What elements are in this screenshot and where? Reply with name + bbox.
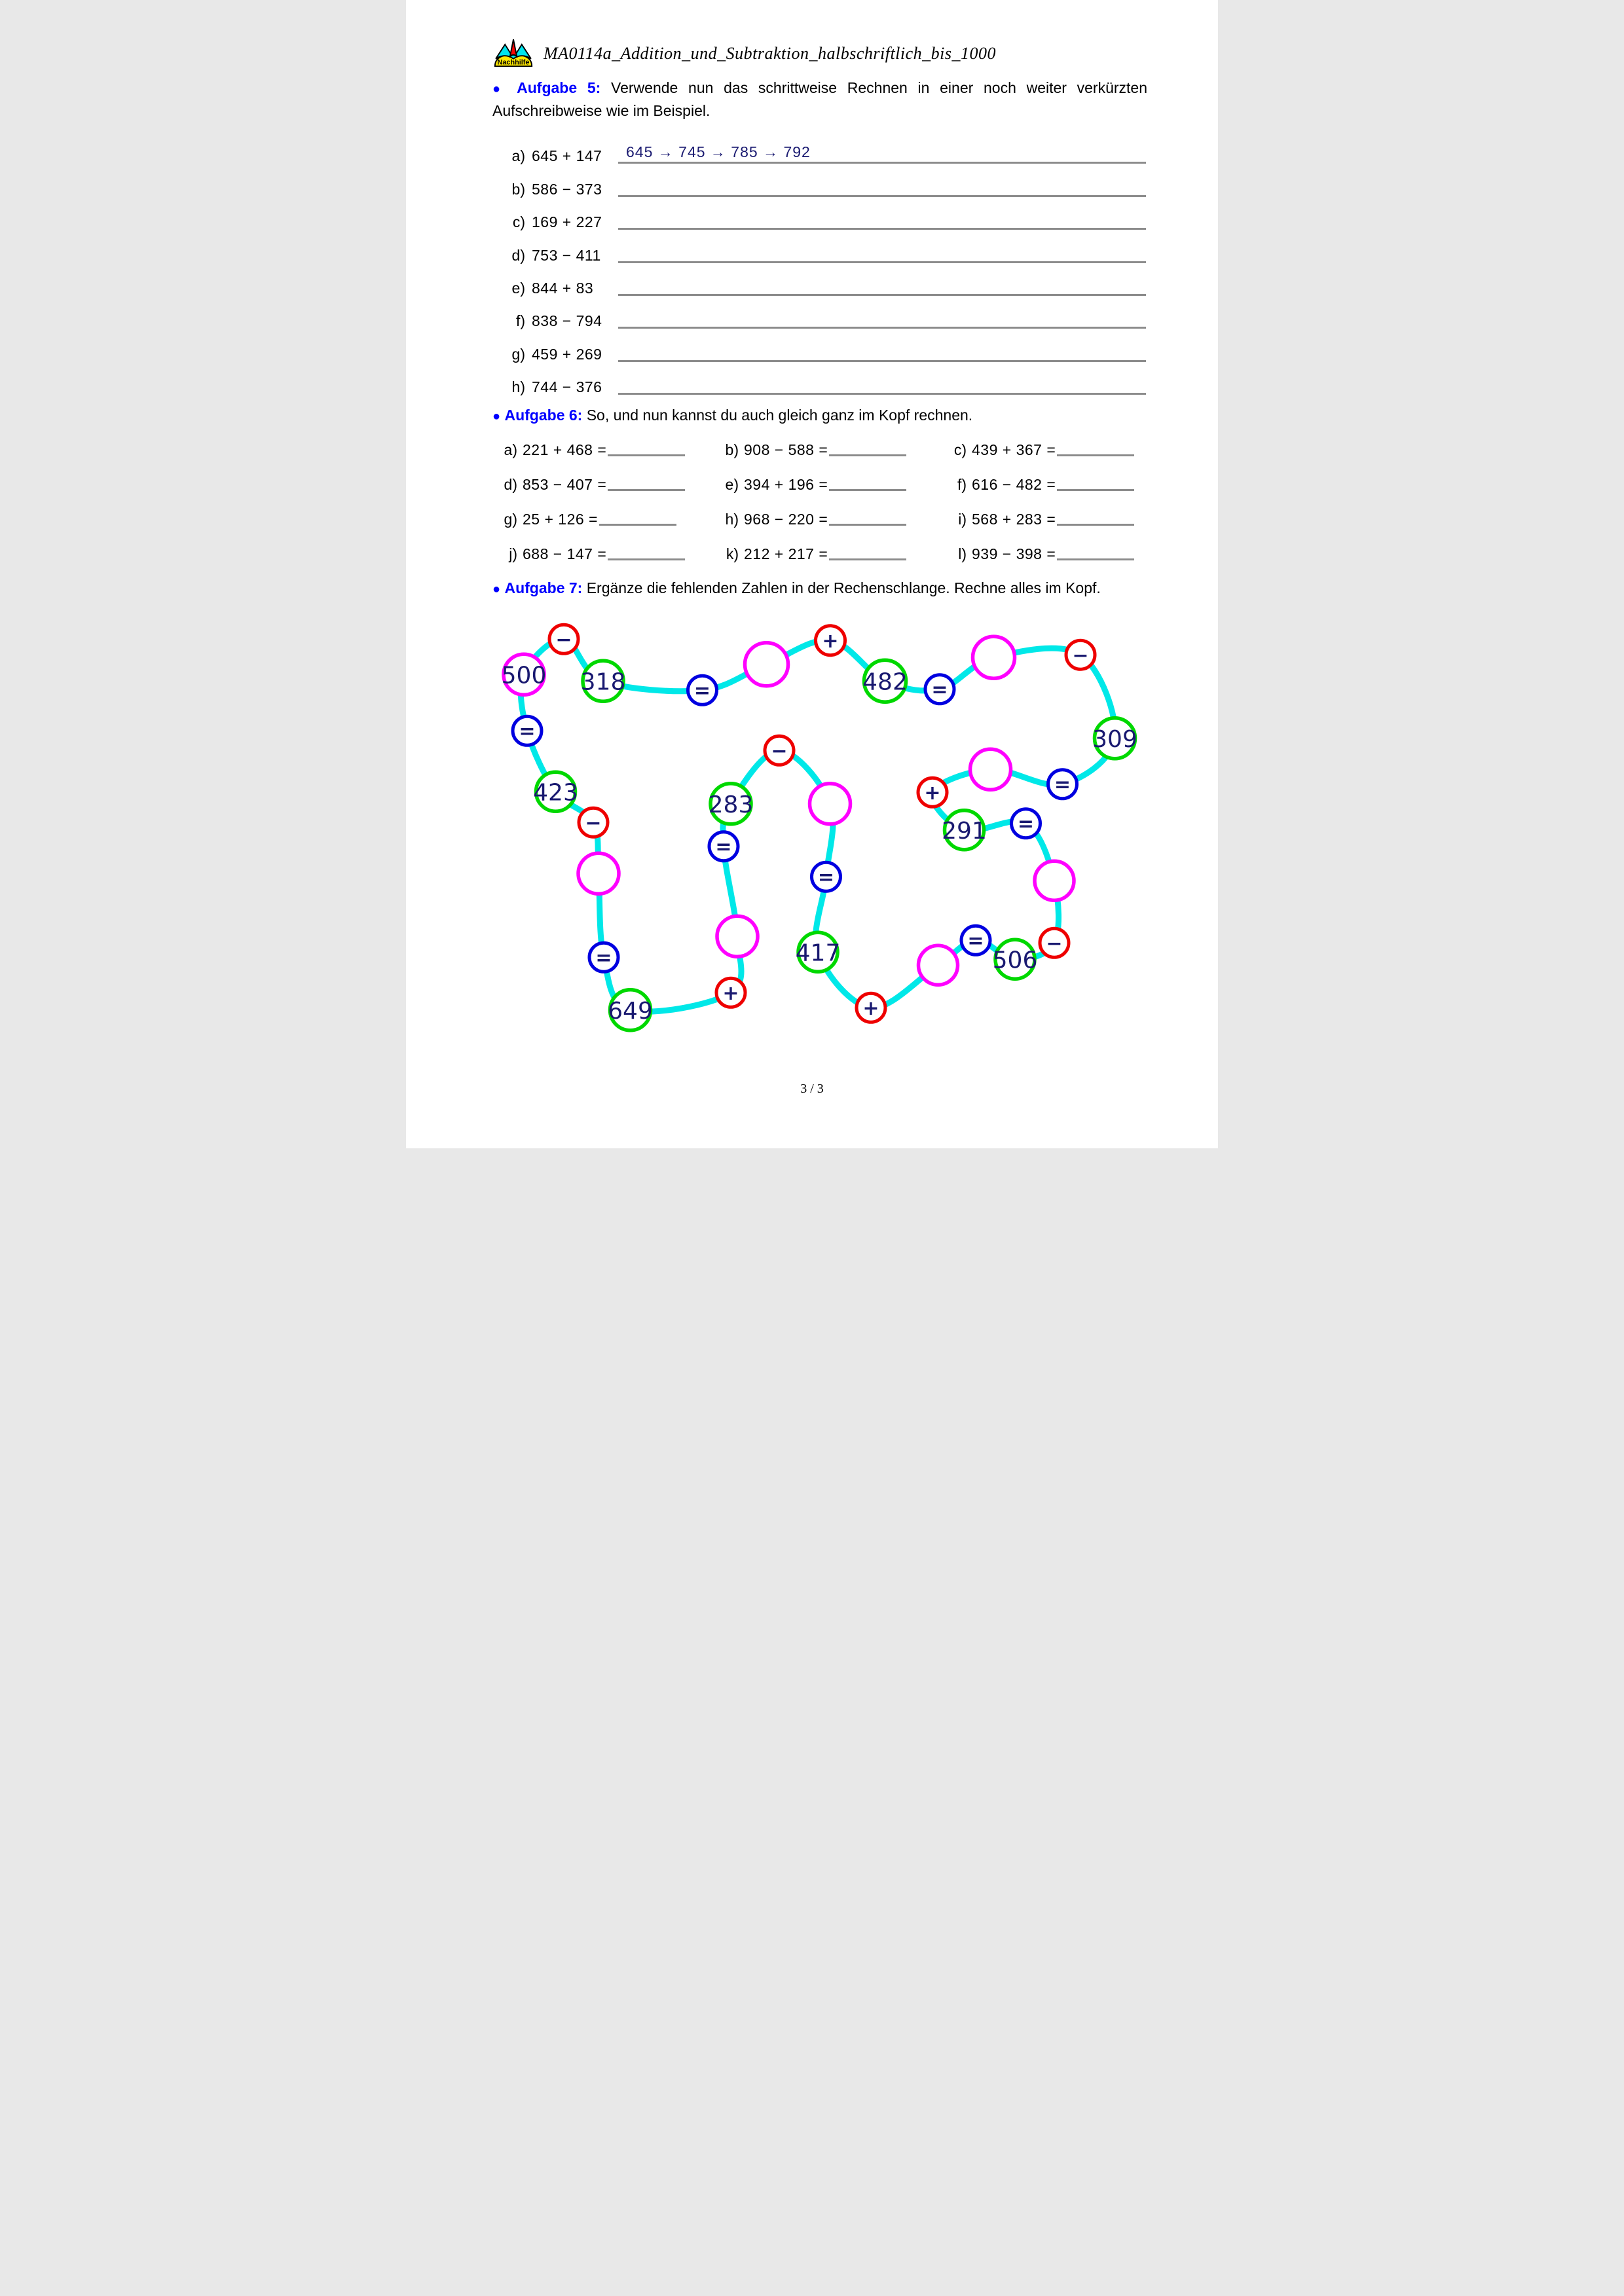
snake-node-label: + xyxy=(924,781,941,805)
snake-empty-circle[interactable] xyxy=(1035,861,1074,900)
item-expression: 394 + 196 = xyxy=(744,476,828,493)
item-id: a) xyxy=(504,441,517,458)
snake-node-label: 283 xyxy=(708,791,754,818)
item-expression: 688 − 147 = xyxy=(523,545,607,562)
item-expression: 586 − 373 xyxy=(532,180,602,198)
snake-node-label: = xyxy=(817,866,835,889)
rechenschlange-diagram xyxy=(406,0,1218,1148)
snake-empty-circle[interactable] xyxy=(578,853,619,894)
item-expression: 568 + 283 = xyxy=(972,511,1056,528)
bullet-icon: ● xyxy=(492,582,501,596)
snake-empty-circle[interactable] xyxy=(810,784,851,824)
snake-node-label: 506 xyxy=(992,947,1038,974)
item-id: f) xyxy=(515,312,525,330)
task7-label: Aufgabe 7: xyxy=(504,579,583,596)
snake-node-label: − xyxy=(1072,644,1089,667)
snake-node-label: 309 xyxy=(1092,725,1137,753)
snake-node-label: = xyxy=(519,720,536,743)
snake-node-label: 417 xyxy=(795,939,841,967)
task6-label: Aufgabe 6: xyxy=(504,407,583,424)
worksheet-page xyxy=(406,0,1218,1148)
item-id: a) xyxy=(511,147,525,165)
item-expression: 853 − 407 = xyxy=(523,476,607,493)
item-id: c) xyxy=(953,441,967,458)
snake-node-label: + xyxy=(822,629,839,653)
item-id: h) xyxy=(725,511,739,528)
item-expression: 744 − 376 xyxy=(532,378,602,396)
item-id: l) xyxy=(958,545,967,562)
example-answer: 645 → 745 → 785 → 792 xyxy=(626,143,811,161)
item-expression: 939 − 398 = xyxy=(972,545,1056,562)
page-title: MA0114a_Addition_und_Subtraktion_halbschriftlich_bis_1000 xyxy=(544,44,996,63)
item-id: b) xyxy=(725,441,739,458)
snake-node-label: 318 xyxy=(580,668,626,696)
snake-node-label: = xyxy=(1054,773,1071,797)
snake-node-label: = xyxy=(1017,812,1035,836)
snake-node-label: + xyxy=(722,981,739,1005)
snake-node-label: 649 xyxy=(608,997,653,1025)
snake-empty-circle[interactable] xyxy=(717,916,758,957)
item-id: d) xyxy=(511,246,525,264)
page-number: 3 / 3 xyxy=(800,1082,824,1096)
item-expression: 439 + 367 = xyxy=(972,441,1056,458)
snake-node-label: = xyxy=(715,835,732,859)
item-expression: 844 + 83 xyxy=(532,279,594,297)
snake-node-label: + xyxy=(862,996,879,1020)
snake-node-label: − xyxy=(555,628,572,651)
snake-node-label: 482 xyxy=(862,668,908,696)
item-id: c) xyxy=(512,213,525,231)
item-id: d) xyxy=(504,476,517,493)
snake-node-label: − xyxy=(771,739,788,763)
bullet-icon: ● xyxy=(492,409,501,424)
snake-empty-circle[interactable] xyxy=(970,749,1011,790)
item-id: h) xyxy=(511,378,525,396)
item-expression: 753 − 411 xyxy=(532,246,601,264)
item-expression: 212 + 217 = xyxy=(744,545,828,562)
task7-text: Ergänze die fehlenden Zahlen in der Rechenschlange. Rechne alles im Kopf. xyxy=(586,579,1101,596)
snake-node-label: = xyxy=(967,929,984,953)
item-expression: 25 + 126 = xyxy=(523,511,598,528)
item-expression: 616 − 482 = xyxy=(972,476,1056,493)
bullet-icon: ● xyxy=(492,82,507,96)
item-expression: 908 − 588 = xyxy=(744,441,828,458)
item-id: g) xyxy=(504,511,517,528)
item-expression: 838 − 794 xyxy=(532,312,602,330)
item-id: g) xyxy=(511,345,525,363)
item-expression: 968 − 220 = xyxy=(744,511,828,528)
item-id: j) xyxy=(509,545,517,562)
snake-node-label: − xyxy=(585,811,602,835)
item-id: e) xyxy=(511,279,525,297)
task5-label: Aufgabe 5: xyxy=(517,79,601,96)
snake-node-label: 500 xyxy=(501,662,547,689)
logo-text: Nachhilfe xyxy=(497,58,530,67)
snake-node-label: − xyxy=(1046,932,1063,955)
task6-text: So, und nun kannst du auch gleich ganz im Kopf rechnen. xyxy=(586,407,973,424)
snake-node-label: 423 xyxy=(533,779,578,807)
snake-node-label: = xyxy=(931,678,948,702)
item-id: b) xyxy=(511,180,525,198)
item-id: k) xyxy=(726,545,739,562)
item-expression: 459 + 269 xyxy=(532,345,602,363)
item-id: e) xyxy=(725,476,739,493)
snake-node-label: 291 xyxy=(942,817,987,845)
snake-empty-circle[interactable] xyxy=(745,643,788,686)
item-expression: 645 + 147 xyxy=(532,147,602,165)
snake-empty-circle[interactable] xyxy=(919,945,958,985)
item-id: i) xyxy=(958,511,967,528)
task5-text: Verwende nun das schrittweise Rechnen in einer noch weiter verkürzten Aufschreibweise wie im Beispiel. xyxy=(492,79,1148,119)
snake-empty-circle[interactable] xyxy=(973,636,1015,678)
snake-node-label: = xyxy=(693,679,711,702)
item-expression: 221 + 468 = xyxy=(523,441,607,458)
item-expression: 169 + 227 xyxy=(532,213,602,231)
snake-node-label: = xyxy=(595,946,612,970)
item-id: f) xyxy=(957,476,967,493)
